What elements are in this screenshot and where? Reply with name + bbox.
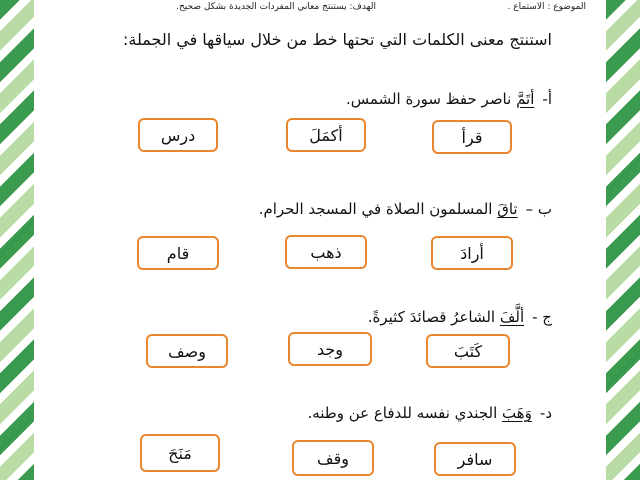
topic-label: الموضوع : الاستماع . (507, 2, 586, 12)
question-letter: أ- (542, 90, 552, 108)
underlined-word: أتَمَّ (516, 90, 535, 108)
question-a-sentence (346, 90, 552, 108)
question-letter: ج - (532, 308, 552, 326)
question-letter: ب – (525, 200, 552, 218)
option-box[interactable]: وصف (146, 334, 228, 368)
question-b-sentence (259, 200, 552, 218)
sentence-rest: ناصر حفظ سورة الشمس. (346, 90, 517, 108)
option-box[interactable]: أرادَ (431, 236, 513, 270)
option-box[interactable]: ذهب (285, 235, 367, 269)
option-box[interactable]: وقف (292, 440, 374, 476)
sentence-rest: الشاعرُ قصائدَ كثيرةً. (367, 308, 500, 326)
underlined-word: وَهَبَ (502, 404, 532, 422)
underlined-word: ألَّفَ (499, 308, 525, 326)
goal-label: الهدف: يستنتج معاني المفردات الجديدة بشكل صحيح. (176, 2, 376, 12)
option-box[interactable]: درس (138, 118, 218, 152)
worksheet (34, 0, 606, 480)
option-box[interactable]: مَنَحَ (140, 434, 220, 472)
underlined-word: تاقَ (497, 200, 518, 218)
question-letter: د- (539, 404, 552, 422)
decorative-border-right (606, 0, 640, 480)
sentence-rest: الجندي نفسه للدفاع عن وطنه. (307, 404, 503, 422)
option-box[interactable]: أكمَلَ (286, 118, 366, 152)
option-box[interactable]: قرأ (432, 120, 512, 154)
option-box[interactable]: سافر (434, 442, 516, 476)
option-box[interactable]: قام (137, 236, 219, 270)
instruction-text: استنتج معنى الكلمات التي تحتها خط من خلال سياقها في الجملة: (122, 30, 552, 49)
option-box[interactable]: كَتَبَ (426, 334, 510, 368)
sentence-rest: المسلمون الصلاة في المسجد الحرام. (258, 200, 498, 218)
decorative-border-left (0, 0, 34, 480)
question-d-sentence (307, 404, 552, 422)
question-c-sentence (368, 308, 552, 326)
option-box[interactable]: وجد (288, 332, 372, 366)
